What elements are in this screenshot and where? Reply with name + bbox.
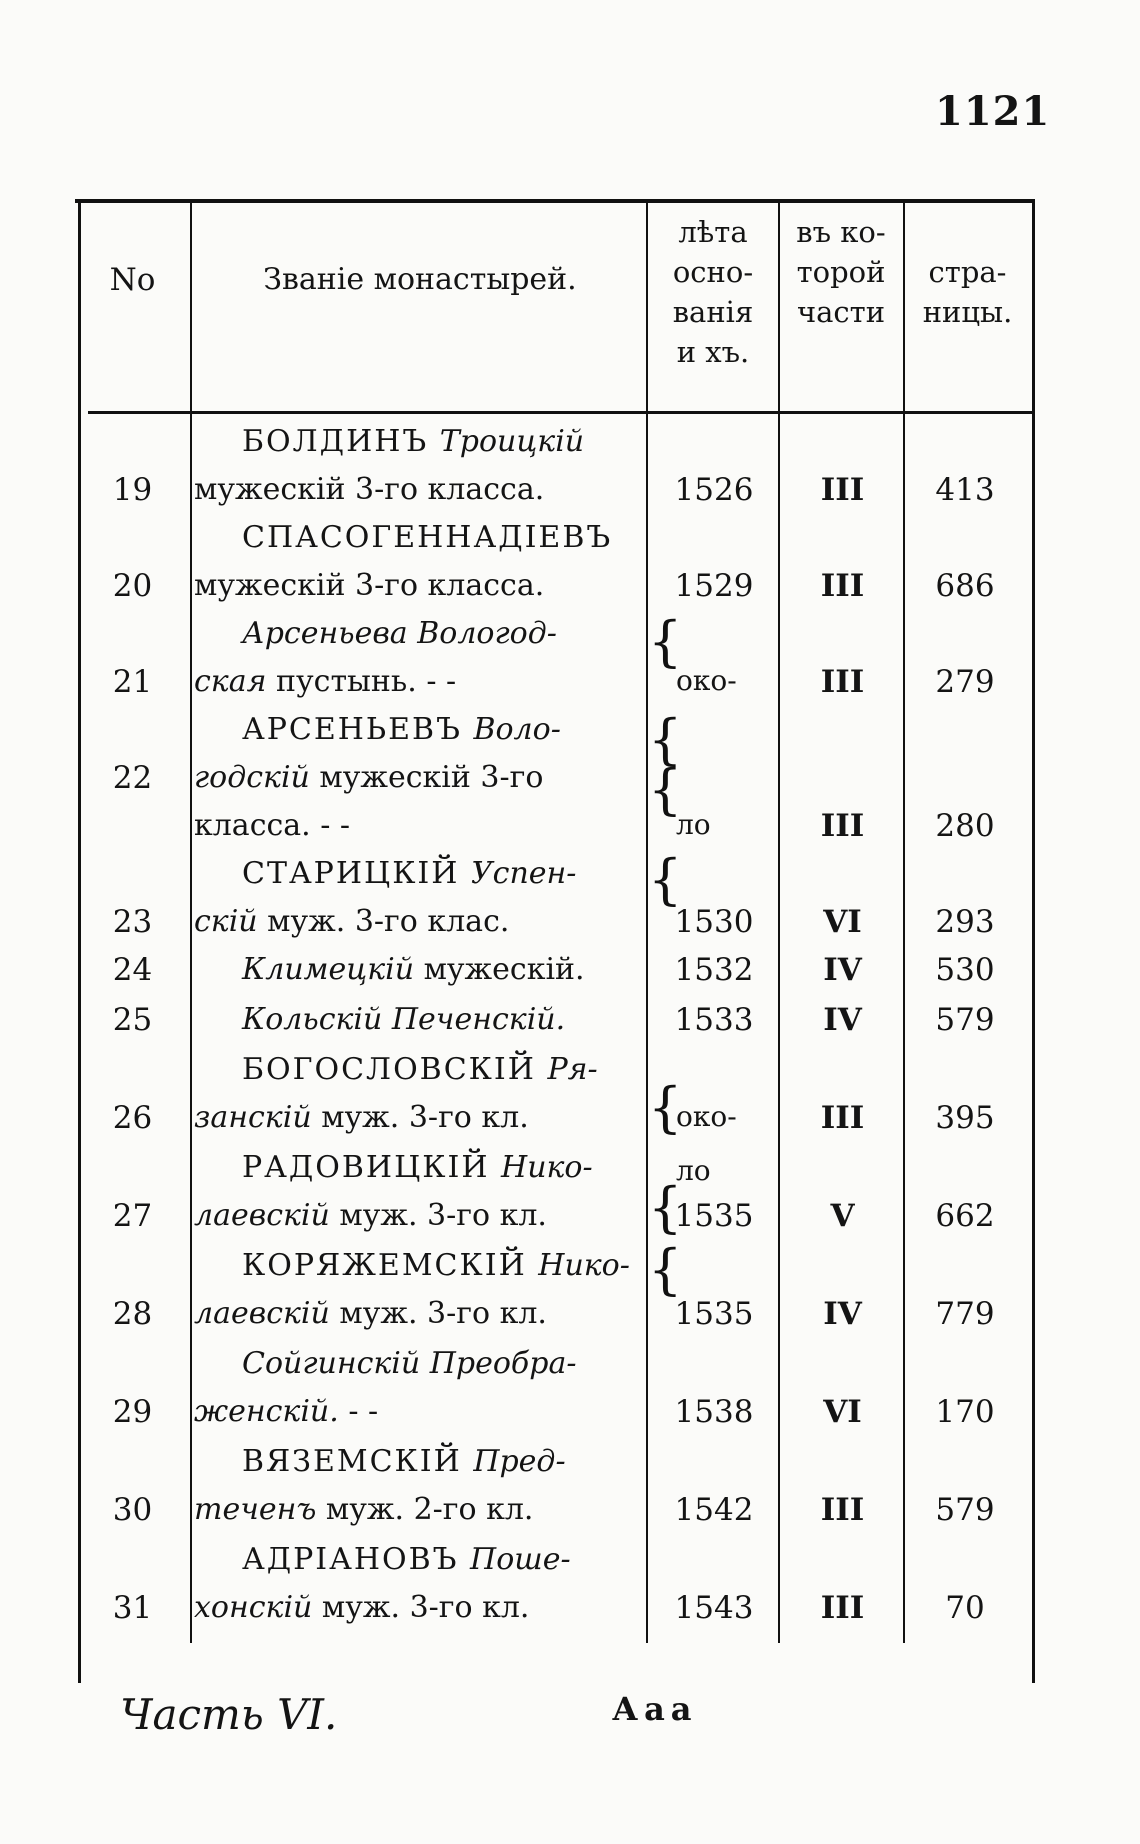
col-divider-year <box>646 203 648 1643</box>
name-segment: Поше- <box>470 1542 571 1577</box>
monastery-name <box>194 706 642 850</box>
name-line <box>194 1584 642 1632</box>
header-year-line: и хъ. <box>676 335 750 369</box>
row-number: 27 <box>112 1198 153 1234</box>
header-title: Званіе монастырей. <box>263 262 577 297</box>
row-number: 23 <box>112 904 153 940</box>
header-page-line: ницы. <box>922 295 1013 329</box>
volume-part: IV <box>823 1002 862 1038</box>
volume-part: III <box>820 568 865 604</box>
name-line <box>194 996 642 1044</box>
name-segment: Кольскій Печенскій. <box>242 1002 566 1037</box>
name-line <box>194 1094 642 1142</box>
row-number: 19 <box>112 472 153 508</box>
name-line <box>194 706 642 754</box>
name-line <box>194 850 642 898</box>
page-ref: 413 <box>935 472 995 508</box>
row-number: 29 <box>112 1394 153 1430</box>
name-line <box>194 610 642 658</box>
col-divider-name <box>190 203 192 1643</box>
founding-year: 1529 <box>674 568 754 604</box>
volume-part: III <box>820 664 865 700</box>
volume-part: III <box>820 1590 865 1626</box>
name-segment: Арсеньева Вологод- <box>242 616 557 651</box>
monastery-name <box>194 514 642 610</box>
name-segment: АДРІАНОВЪ <box>242 1542 471 1577</box>
page-ref: 779 <box>935 1296 995 1332</box>
brace-mark: { <box>648 758 683 821</box>
name-segment: годскій <box>194 760 310 795</box>
row-number: 25 <box>112 1002 153 1038</box>
name-segment: Ря- <box>547 1052 598 1087</box>
founding-year: 1532 <box>674 952 754 988</box>
right-border <box>1032 203 1035 1683</box>
name-line <box>194 466 642 514</box>
name-line <box>194 1046 642 1094</box>
name-line <box>194 802 642 850</box>
header-part-line: въ ко- <box>796 215 886 249</box>
monastery-name <box>194 1144 642 1240</box>
name-line <box>194 1438 642 1486</box>
brace-mark: { <box>648 1076 683 1139</box>
header-no: No <box>109 262 156 298</box>
monastery-name <box>194 996 642 1044</box>
about-note: ло <box>676 808 711 841</box>
monastery-name <box>194 610 642 706</box>
name-segment: лаевскій <box>194 1296 330 1331</box>
name-line <box>194 418 642 466</box>
name-segment: муж. 3-го клас. <box>257 904 510 939</box>
name-segment: Воло- <box>473 712 561 747</box>
page-ref: 530 <box>935 952 995 988</box>
page-ref: 280 <box>935 808 995 844</box>
page-ref: 579 <box>935 1492 995 1528</box>
founding-year: 1538 <box>674 1394 754 1430</box>
page-ref: 395 <box>935 1100 995 1136</box>
name-segment: муж. 3-го кл. <box>329 1296 547 1331</box>
page-ref: 70 <box>945 1590 985 1626</box>
page-ref: 293 <box>935 904 995 940</box>
header-year <box>650 212 776 372</box>
name-line <box>194 1242 642 1290</box>
name-segment: БОГОСЛОВСКІЙ <box>242 1052 548 1087</box>
header-part-line: торой <box>796 255 886 289</box>
founding-year: 1530 <box>674 904 754 940</box>
name-segment: пустынь. - - <box>266 664 457 699</box>
monastery-name <box>194 1046 642 1142</box>
name-segment: СПАСОГЕННАДІЕВЪ <box>242 520 613 555</box>
name-line <box>194 1144 642 1192</box>
page-ref: 170 <box>935 1394 995 1430</box>
name-line <box>194 1388 642 1436</box>
page-ref: 579 <box>935 1002 995 1038</box>
name-segment: женскій. <box>194 1394 339 1429</box>
monastery-name <box>194 1340 642 1436</box>
name-line <box>194 1340 642 1388</box>
volume-part: IV <box>823 952 862 988</box>
row-number: 31 <box>112 1590 153 1626</box>
name-segment: ВЯЗЕМСКІЙ <box>242 1444 474 1479</box>
about-note: око- <box>676 1100 737 1133</box>
name-segment: хонскій <box>194 1590 313 1625</box>
volume-part: III <box>820 808 865 844</box>
row-number: 21 <box>112 664 153 700</box>
name-line <box>194 562 642 610</box>
brace-mark: { <box>648 848 683 911</box>
name-segment: муж. 2-го кл. <box>316 1492 534 1527</box>
founding-year: 1535 <box>674 1198 754 1234</box>
name-segment: Нико- <box>501 1150 593 1185</box>
name-segment: Климецкій <box>242 952 415 987</box>
name-segment: Сойгинскій Преобра- <box>242 1346 577 1381</box>
row-number: 30 <box>112 1492 153 1528</box>
monastery-name <box>194 946 642 994</box>
name-segment: мужескій. <box>414 952 585 987</box>
about-note: око- <box>676 664 737 697</box>
monastery-name <box>194 850 642 946</box>
founding-year: 1526 <box>674 472 754 508</box>
name-line <box>194 946 642 994</box>
monastery-name <box>194 1242 642 1338</box>
name-segment: Успен- <box>470 856 577 891</box>
founding-year: 1543 <box>674 1590 754 1626</box>
monastery-name <box>194 1438 642 1534</box>
footer-part-label: Часть VI. <box>120 1690 338 1739</box>
name-segment: АРСЕНЬЕВЪ <box>242 712 474 747</box>
footer-signature: Ааа <box>612 1690 698 1728</box>
name-line <box>194 754 642 802</box>
row-number: 24 <box>112 952 153 988</box>
brace-mark: { <box>648 1238 683 1301</box>
name-line <box>194 898 642 946</box>
volume-part: VI <box>823 1394 862 1430</box>
header-part-line: части <box>796 295 886 329</box>
name-segment: - - <box>338 1394 379 1429</box>
name-segment: скій <box>194 904 258 939</box>
page-ref: 686 <box>935 568 995 604</box>
name-line <box>194 514 642 562</box>
name-segment: теченъ <box>194 1492 317 1527</box>
brace-mark: { <box>648 610 683 673</box>
row-number: 20 <box>112 568 153 604</box>
name-segment: лаевскій <box>194 1198 330 1233</box>
name-segment: мужескій 3-го <box>309 760 544 795</box>
top-rule <box>75 199 1035 203</box>
founding-year: 1535 <box>674 1296 754 1332</box>
row-number: 26 <box>112 1100 153 1136</box>
founding-year: 1533 <box>674 1002 754 1038</box>
name-segment: Нико- <box>538 1248 630 1283</box>
page-ref: 662 <box>935 1198 995 1234</box>
name-segment: занскій <box>194 1100 312 1135</box>
name-segment: РАДОВИЦКІЙ <box>242 1150 502 1185</box>
name-segment: БОЛДИНЪ <box>242 424 440 459</box>
name-segment: муж. 3-го кл. <box>311 1100 529 1135</box>
name-line <box>194 1536 642 1584</box>
volume-part: IV <box>823 1296 862 1332</box>
name-segment: муж. 3-го кл. <box>312 1590 530 1625</box>
about-note: ло <box>676 1154 711 1187</box>
header-part <box>780 212 902 332</box>
left-border <box>78 203 81 1683</box>
header-bottom-rule <box>88 411 1033 414</box>
name-line <box>194 1486 642 1534</box>
name-segment: класса. - - <box>194 808 351 843</box>
volume-part: III <box>820 1492 865 1528</box>
header-page <box>905 252 1030 332</box>
name-segment: Троицкій <box>439 424 585 459</box>
header-year-line: ванія <box>672 295 754 329</box>
volume-part: III <box>820 1100 865 1136</box>
header-page-line: стра- <box>928 255 1007 289</box>
name-line <box>194 1290 642 1338</box>
name-segment: ская <box>194 664 267 699</box>
header-year-line: осно- <box>672 255 754 289</box>
page-number: 1121 <box>935 88 1051 135</box>
name-line <box>194 658 642 706</box>
header-year-line: лѣта <box>678 215 748 249</box>
monastery-name <box>194 418 642 514</box>
name-segment: муж. 3-го кл. <box>329 1198 547 1233</box>
founding-year: 1542 <box>674 1492 754 1528</box>
name-segment: мужескій 3-го класса. <box>194 472 545 507</box>
name-line <box>194 1192 642 1240</box>
name-segment: Пред- <box>473 1444 566 1479</box>
name-segment: мужескій 3-го класса. <box>194 568 545 603</box>
name-segment: СТАРИЦКІЙ <box>242 856 471 891</box>
row-number: 28 <box>112 1296 153 1332</box>
monastery-name <box>194 1536 642 1632</box>
brace-mark: { <box>648 708 683 771</box>
brace-mark: { <box>648 1176 683 1239</box>
volume-part: VI <box>823 904 862 940</box>
volume-part: III <box>820 472 865 508</box>
volume-part: V <box>830 1198 855 1234</box>
row-number: 22 <box>112 760 153 796</box>
name-segment: КОРЯЖЕМСКІЙ <box>242 1248 539 1283</box>
page-ref: 279 <box>935 664 995 700</box>
